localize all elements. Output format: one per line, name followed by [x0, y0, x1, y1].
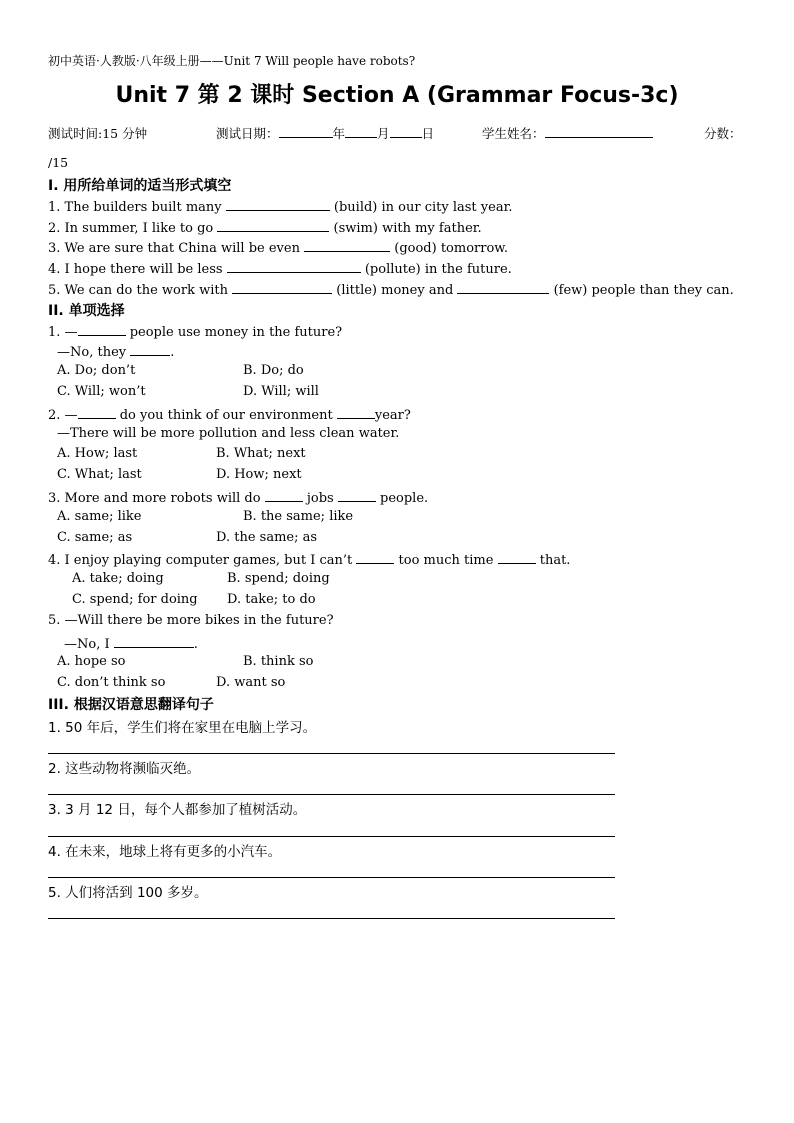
section-1-heading: I. 用所给单词的适当形式填空	[48, 178, 232, 194]
s2-q1-option-d[interactable]: D. Will; will	[243, 384, 319, 399]
s2-q2-option-c[interactable]: C. What; last	[57, 467, 142, 482]
s2-q3-blank-2[interactable]	[338, 488, 376, 502]
s2-q1-option-c[interactable]: C. Will; won’t	[57, 384, 146, 399]
s1-q3-text: 3. We are sure that China will be even	[48, 241, 300, 256]
s2-q4-stem-a: 4. I enjoy playing computer games, but I can’t	[48, 553, 353, 568]
s3-item-2: 2. 这些动物将濒临灭绝。	[48, 761, 201, 777]
s1-question-5	[48, 280, 734, 298]
s3-answer-line-4[interactable]	[48, 877, 615, 878]
s2-q1-reply	[57, 342, 174, 360]
day-label: 日	[421, 126, 435, 141]
s3-item-1: 1. 50 年后，学生们将在家里在电脑上学习。	[48, 720, 317, 736]
s2-q4-option-a[interactable]: A. take; doing	[72, 571, 164, 586]
s1-q2-blank[interactable]	[217, 218, 329, 232]
s1-q1-blank[interactable]	[226, 197, 330, 211]
s1-q5-hint-2: (few) people than they can.	[553, 283, 734, 298]
day-blank[interactable]	[390, 124, 422, 138]
s3-item-4: 4. 在未来，地球上将有更多的小汽车。	[48, 844, 282, 860]
s2-q5-reply	[64, 634, 198, 652]
s1-q2-text: 2. In summer, I like to go	[48, 221, 214, 236]
s1-q1-hint: (build) in our city last year.	[333, 200, 513, 215]
s2-q5-reply-a: —No, I	[64, 637, 110, 652]
s2-q2-stem-c: year?	[374, 408, 411, 423]
score-total: /15	[48, 155, 69, 170]
year-blank[interactable]	[279, 124, 333, 138]
breadcrumb: 初中英语·人教版·八年级上册——Unit 7 Will people have robots?	[48, 54, 416, 68]
s2-q1-option-b[interactable]: B. Do; do	[243, 363, 304, 378]
s1-q1-text: 1. The builders built many	[48, 200, 222, 215]
s2-q4-stem	[48, 550, 570, 568]
s3-item-5: 5. 人们将活到 100 多岁。	[48, 885, 208, 901]
score-label: 分数：	[704, 126, 742, 141]
s2-q1-stem	[48, 322, 342, 340]
s2-q3-blank-1[interactable]	[265, 488, 303, 502]
s2-q2-reply: —There will be more pollution and less clean water.	[57, 426, 400, 441]
s1-q5-blank-2[interactable]	[457, 280, 549, 294]
s2-q4-stem-c: that.	[539, 553, 571, 568]
test-time: 测试时间:15 分钟	[48, 126, 148, 141]
s2-q3-stem-a: 3. More and more robots will do	[48, 491, 261, 506]
s3-item-3: 3. 3 月 12 日，每个人都参加了植树活动。	[48, 802, 307, 818]
s2-q5-blank[interactable]	[114, 634, 194, 648]
s2-q2-stem-b: do you think of our environment	[119, 408, 333, 423]
s2-q1-reply-b: .	[170, 345, 175, 360]
test-date-field[interactable]	[216, 124, 434, 142]
s2-q5-option-b[interactable]: B. think so	[243, 654, 314, 669]
s1-q4-hint: (pollute) in the future.	[364, 262, 512, 277]
s2-q4-option-c[interactable]: C. spend; for doing	[72, 592, 198, 607]
s1-q4-blank[interactable]	[227, 259, 361, 273]
s2-q5-option-a[interactable]: A. hope so	[57, 654, 126, 669]
s3-answer-line-5[interactable]	[48, 918, 615, 919]
s2-q4-blank-2[interactable]	[498, 550, 536, 564]
s1-q2-hint: (swim) with my father.	[333, 221, 482, 236]
student-name-label: 学生姓名：	[482, 126, 545, 141]
s2-q2-blank-2[interactable]	[337, 405, 375, 419]
s2-q4-blank-1[interactable]	[356, 550, 394, 564]
s1-q5-hint-1: (little) money and	[336, 283, 454, 298]
s1-q5-blank-1[interactable]	[232, 280, 332, 294]
s3-answer-line-3[interactable]	[48, 836, 615, 837]
month-label: 月	[377, 126, 390, 141]
s2-q2-stem-a: 2. —	[48, 408, 78, 423]
s2-q2-option-a[interactable]: A. How; last	[57, 446, 138, 461]
s2-q3-option-d[interactable]: D. the same; as	[216, 530, 318, 545]
s1-question-1	[48, 197, 513, 215]
year-label: 年	[332, 126, 346, 141]
s2-q3-stem	[48, 488, 428, 506]
s3-answer-line-1[interactable]	[48, 753, 615, 754]
s2-q1-option-a[interactable]: A. Do; don’t	[57, 363, 136, 378]
s2-q5-option-c[interactable]: C. don’t think so	[57, 675, 166, 690]
s1-q5-text: 5. We can do the work with	[48, 283, 228, 298]
s2-q2-blank-1[interactable]	[78, 405, 116, 419]
page-title: Unit 7 第 2 课时 Section A (Grammar Focus-3c)	[115, 83, 679, 108]
section-3-heading: III. 根据汉语意思翻译句子	[48, 697, 214, 713]
s2-q1-stem-b: people use money in the future?	[129, 325, 343, 340]
s1-question-3	[48, 238, 508, 256]
s2-q3-option-b[interactable]: B. the same; like	[243, 509, 354, 524]
s2-q1-blank-2[interactable]	[130, 342, 170, 356]
s2-q4-option-b[interactable]: B. spend; doing	[227, 571, 330, 586]
s1-q3-hint: (good) tomorrow.	[394, 241, 508, 256]
test-date-label: 测试日期：	[216, 126, 279, 141]
s2-q2-stem	[48, 405, 411, 423]
s2-q2-option-b[interactable]: B. What; next	[216, 446, 306, 461]
s2-q5-option-d[interactable]: D. want so	[216, 675, 286, 690]
student-name-field[interactable]	[482, 124, 653, 142]
section-2-heading: II. 单项选择	[48, 303, 125, 319]
s2-q5-stem: 5. —Will there be more bikes in the future?	[48, 613, 334, 628]
s2-q3-option-a[interactable]: A. same; like	[57, 509, 142, 524]
s1-q4-text: 4. I hope there will be less	[48, 262, 223, 277]
s1-q3-blank[interactable]	[304, 238, 390, 252]
s2-q3-stem-b: jobs	[306, 491, 334, 506]
student-name-blank[interactable]	[545, 124, 653, 138]
s2-q1-blank-1[interactable]	[78, 322, 126, 336]
s2-q1-reply-a: —No, they	[57, 345, 127, 360]
s3-answer-line-2[interactable]	[48, 794, 615, 795]
s2-q3-stem-c: people.	[380, 491, 429, 506]
s2-q3-option-c[interactable]: C. same; as	[57, 530, 133, 545]
s2-q1-stem-a: 1. —	[48, 325, 78, 340]
s1-question-2	[48, 218, 482, 236]
month-blank[interactable]	[345, 124, 377, 138]
s2-q4-stem-b: too much time	[398, 553, 494, 568]
s2-q5-reply-b: .	[193, 637, 198, 652]
s2-q2-option-d[interactable]: D. How; next	[216, 467, 302, 482]
s2-q4-option-d[interactable]: D. take; to do	[227, 592, 316, 607]
s1-question-4	[48, 259, 512, 277]
